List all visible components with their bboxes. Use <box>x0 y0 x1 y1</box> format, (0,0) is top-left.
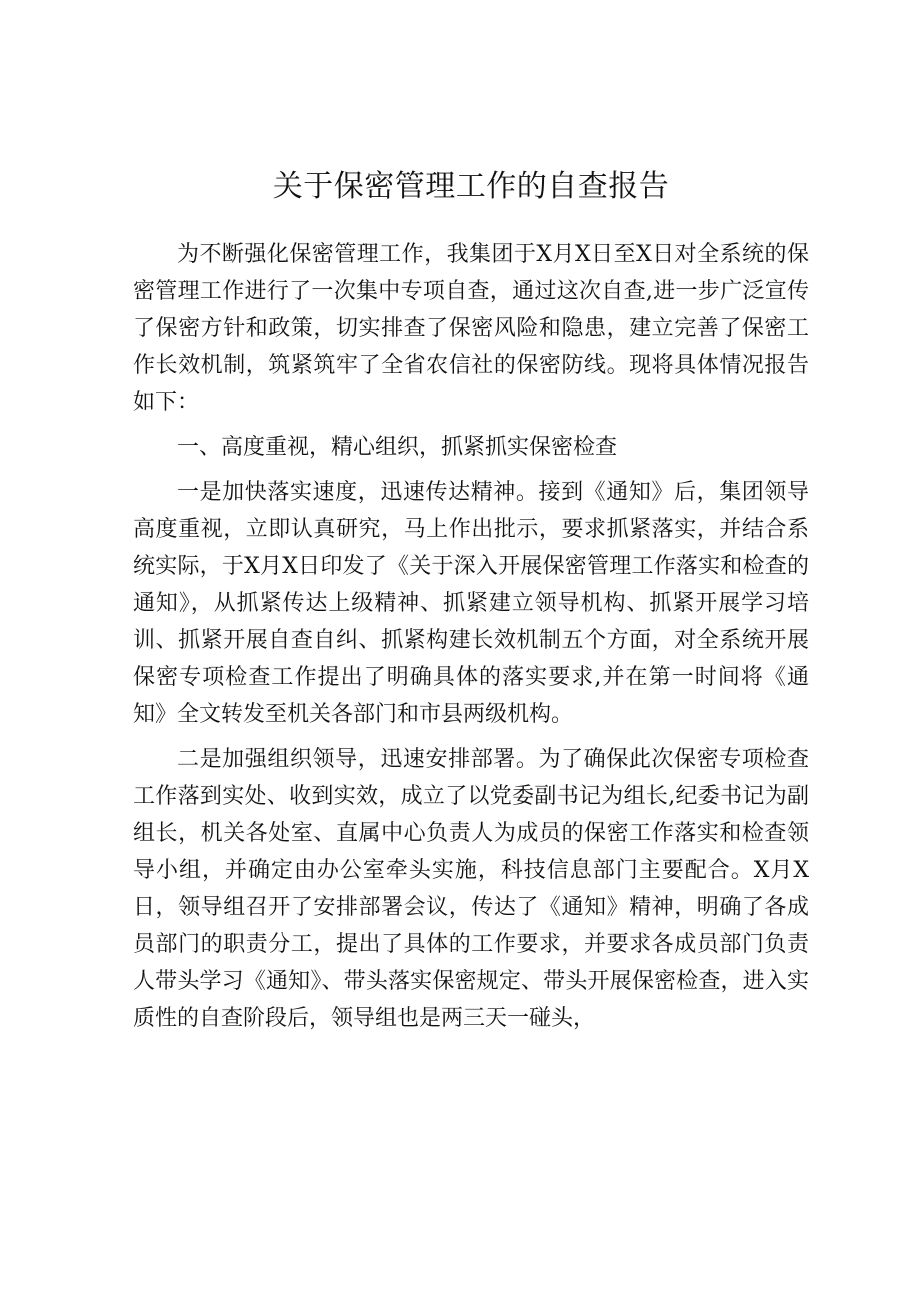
document-page <box>133 160 809 1037</box>
document-title: 关于保密管理工作的自查报告 <box>272 169 670 204</box>
section-heading-1: 一、高度重视，精心组织，抓紧抓实保密检查 <box>177 435 618 460</box>
paragraph-intro: 为不断强化保密管理工作，我集团于X月X日至X日对全系统的保密管理工作进行了一次集中专项自查，通过这次自查,进一步广泛宣传了保密方针和政策，切实排查了保密风险和隐患，建立完善了保密工作长效机制，筑紧筑牢了全省农信社的保密防线。现将具体情况报告如下： <box>133 242 809 415</box>
paragraph-point-1: 一是加快落实速度，迅速传达精神。接到《通知》后，集团领导高度重视，立即认真研究，马上作出批示，要求抓紧落实，并结合系统实际，于X月X日印发了《关于深入开展保密管理工作落实和检查的通知》，从抓紧传达上级精神、抓紧建立领导机构、抓紧开展学习培训、抓紧开展自查自纠、抓紧构建长效机制五个方面，对全系统开展保密专项检查工作提出了明确具体的落实要求,并在第一时间将《通知》全文转发至机关各部门和市县两级机构。 <box>133 480 809 727</box>
paragraph-point-2: 二是加强组织领导，迅速安排部署。为了确保此次保密专项检查工作落到实处、收到实效，成立了以党委副书记为组长,纪委书记为副组长，机关各处室、直属中心负责人为成员的保密工作落实和检查领导小组，并确定由办公室牵头实施，科技信息部门主要配合。X月X日，领导组召开了安排部署会议，传达了《通知》精神，明确了各成员部门的职责分工，提出了具体的工作要求，并要求各成员部门负责人带头学习《通知》、带头落实保密规定、带头开展保密检查，进入实质性的自查阶段后，领导组也是两三天一碰头， <box>133 747 809 1031</box>
